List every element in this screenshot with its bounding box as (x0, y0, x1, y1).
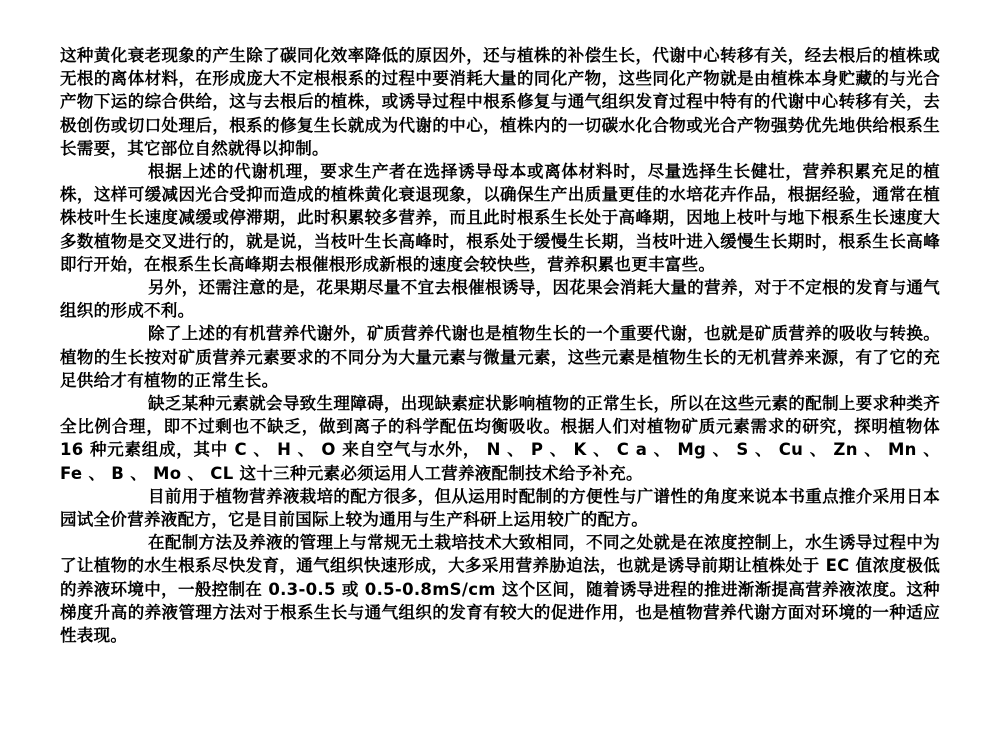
document-page (60, 44, 940, 647)
paragraph-element-deficiency: 缺乏某种元素就会导致生理障碍，出现缺素症状影响植物的正常生长，所以在这些元素的配制上要求种类齐全比例合理，即不过剩也不缺乏，做到离子的科学配伍均衡吸收。根据人们对植物矿质元素需求的研究，探明植物体 16 种元素组成，其中 C 、 H 、 O 来自空气与水外， N 、 P 、 K 、 C a 、 Mg 、 S 、 Cu 、 Zn 、 Mn 、 Fe 、 B 、 Mo 、 CL 这十三种元素必须运用人工营养液配制技术给予补充。 (60, 394, 940, 483)
paragraph-nutrient-formula: 目前用于植物营养液栽培的配方很多，但从运用时配制的方便性与广谱性的角度来说本书重点推介采用日本园试全价营养液配方，它是目前国际上较为通用与生产科研上运用较广的配方。 (60, 486, 940, 530)
paragraph-flowering-caution: 另外，还需注意的是，花果期尽量不宜去根催根诱导，因花果会消耗大量的营养，对于不定根的发育与通气组织的形成不利。 (60, 278, 940, 321)
paragraph-concentration-control: 在配制方法及养液的管理上与常规无土栽培技术大致相同，不同之处就是在浓度控制上，水生诱导过程中为了让植物的水生根系尽快发育，通气组织快速形成，大多采用营养胁迫法，也就是诱导前期让植株处于 EC 值浓度极低的养液环境中，一般控制在 0.3-0.5 或 0.5-0.8mS/cm 这个区间，随着诱导进程的推进渐渐提高营养液浓度。这种梯度升高的养液管理方法对于根系生长与通气组织的发育有较大的促进作用，也是植物营养代谢方面对环境的一种适应性表现。 (60, 533, 940, 646)
paragraph-mineral-nutrition: 除了上述的有机营养代谢外，矿质营养代谢也是植物生长的一个重要代谢，也就是矿质营养的吸收与转换。植物的生长按对矿质营养元素要求的不同分为大量元素与微量元素，这些元素是植物生长的无机营养来源，有了它的充足供给才有植物的正常生长。 (60, 324, 940, 390)
paragraph-metabolic-mechanism: 根据上述的代谢机理，要求生产者在选择诱导母本或离体材料时，尽量选择生长健壮，营养积累充足的植株，这样可缓减因光合受抑而造成的植株黄化衰退现象，以确保生产出质量更佳的水培花卉作品，根据经验，通常在植株枝叶生长速度减缓或停滞期，此时积累较多营养，而且此时根系生长处于高峰期，因地上枝叶与地下根系生长速度大多数植物是交叉进行的，就是说，当枝叶生长高峰时，根系处于缓慢生长期，当枝叶进入缓慢生长期时，根系生长高峰即行开始，在根系生长高峰期去根催根形成新根的速度会较快些，营养积累也更丰富些。 (60, 162, 940, 274)
paragraph-yellowing-senescence: 这种黄化衰老现象的产生除了碳同化效率降低的原因外，还与植株的补偿生长，代谢中心转移有关，经去根后的植株或无根的离体材料，在形成庞大不定根根系的过程中要消耗大量的同化产物，这些同化产物就是由植株本身贮藏的与光合产物下运的综合供给，这与去根后的植株，或诱导过程中根系修复与通气组织发育过程中特有的代谢中心转移有关，去极创伤或切口处理后，根系的修复生长就成为代谢的中心，植株内的一切碳水化合物或光合产物强势优先地供给根系生长需要，其它部位自然就得以抑制。 (60, 46, 940, 158)
